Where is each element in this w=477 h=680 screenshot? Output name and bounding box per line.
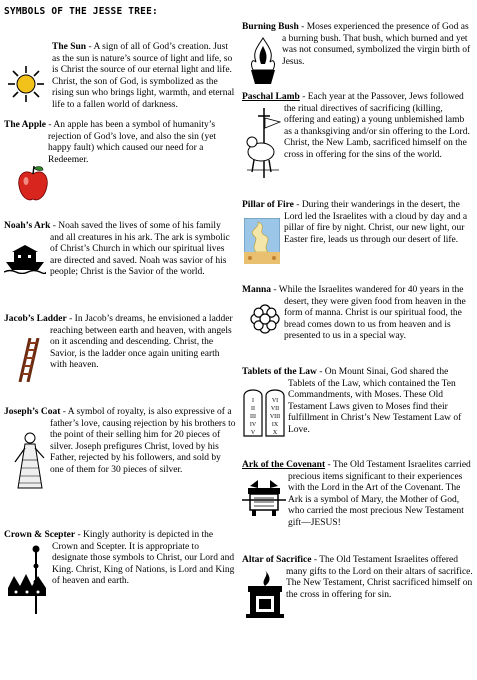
entry-name-bush: Burning Bush: [242, 22, 299, 32]
entry-name-apple: The Apple: [4, 120, 46, 130]
tablet-numeral: IX: [271, 422, 279, 428]
tablet-numeral: X: [272, 430, 278, 436]
entry-text-ladder: In Jacob’s dreams, he envisioned a ladder reaching between earth and heaven, with angels on it ascending and descending. Christ, the Savior, is the ladder once again uniting earth with heaven.: [50, 314, 233, 370]
entry-josephs-coat: Joseph’s Coat - A symbol of royalty, is also expressive of a father’s love, causing rejection by his brothers to the point of their selling him for 20 pieces of silver. Joseph prefigures Christ, loved by his Father, rejected by his followers, and sold by one of them for 30 pieces of silver.: [4, 407, 236, 475]
tablet-numeral: VI: [271, 398, 279, 404]
tablet-numeral: VII: [270, 406, 280, 412]
entry-name-sun: The Sun: [52, 42, 87, 52]
tablet-numeral: IV: [249, 422, 257, 428]
entry-tablets-of-the-law: Tablets of the Law - On Mount Sinai, God shared the Tablets of the Law, which contained the Ten Commandments, with Moses. These Old Testament Laws given to Moses find their fulfillment in Christ’s New Testament Law of Love.: [242, 367, 462, 435]
entry-pillar-of-fire: Pillar of Fire - During their wanderings in the desert, the Lord led the Israelites with a cloud by day and a pillar of fire by night. Christ, our new light, our Easter fire, leads us through our desert of life.: [242, 200, 468, 245]
tablet-numeral: V: [250, 430, 256, 436]
tablet-numeral: VIII: [269, 414, 281, 420]
sun-icon: [4, 56, 48, 112]
entry-altar-of-sacrifice: Altar of Sacrifice - The Old Testament Israelites offered many gifts to the Lord on their altars of sacrifice. The New Testament, Christ sacrificed himself on the cross in offering for sin.: [242, 555, 473, 600]
tablet-numeral: II: [251, 406, 255, 412]
entry-burning-bush: Burning Bush - Moses experienced the presence of God as a burning bush. That bush, which burned and yet was not consumed, symbolized the virgin birth of Jesus.: [242, 22, 471, 67]
tablet-numeral: I: [252, 398, 254, 404]
entry-text-covenant: The Old Testament Israelites carried precious items significant to their experiences with the Lord in the Art of the Covenant. The Ark is a symbol of Mary, the Mother of God, who carried the most precious New Testament gift—JESUS!: [288, 460, 471, 528]
entry-text-coat: A symbol of royalty, is also expressive of a father’s love, causing rejection by his brothers to the point of their selling him for 20 pieces of silver. Joseph prefigures Christ, loved by his Father, rejected by his followers, and sold by one of them for 30 pieces of silver.: [50, 407, 236, 475]
entry-text-apple: An apple has been a symbol of humanity’s rejection of God’s love, and also the sin (yet happy fault) which caused our need for a Redeemer.: [48, 120, 217, 165]
manna-icon: [250, 304, 280, 334]
entry-name-ladder: Jacob’s Ladder: [4, 314, 67, 324]
entry-name-pillar: Pillar of Fire: [242, 200, 294, 210]
entry-noahs-ark: Noah’s Ark - Noah saved the lives of some of his family and all creatures in his ark. The ark is symbolic of Christ’s Church in which our spiritual lives are directed and saved. Noah was savior of his people; Christ is the Savior of the world.: [4, 221, 230, 277]
entry-text-ark: Noah saved the lives of some of his family and all creatures in his ark. The ark is symbolic of Christ’s Church in which our spiritual lives are directed and saved. Noah was savior of his people; Christ is the Savior of the world.: [50, 221, 230, 277]
entry-name-coat: Joseph’s Coat: [4, 407, 61, 417]
crown-scepter-icon: [6, 544, 50, 616]
entry-text-tablets: On Mount Sinai, God shared the Tablets of the Law, which contained the Ten Commandments, with Moses. These Old Testament Laws given to Moses find their fulfillment in Christ’s New Testament Law of Love.: [288, 367, 462, 435]
entry-jacobs-ladder: Jacob’s Ladder - In Jacob’s dreams, he envisioned a ladder reaching between earth and heaven, with angels on it ascending and descending. Christ, the Savior, is the ladder once again uniting earth with heaven.: [4, 314, 233, 370]
ark-of-covenant-icon: [242, 476, 286, 520]
entry-text-lamb: Each year at the Passover, Jews followed the ritual directives of sacrificing (killing, offering and eating) a young unblemished lamb as a thanksgiving and/or sin offering to the Lord. Christ, the New Lamb, sacrificed himself on the cross in offering for the sins of the world.: [284, 92, 470, 160]
burning-bush-icon: [248, 36, 278, 86]
entry-name-lamb: Paschal Lamb: [242, 92, 300, 102]
tablets-icon: [242, 384, 286, 438]
page-title: SYMBOLS OF THE JESSE TREE:: [4, 6, 158, 17]
entry-apple: The Apple - An apple has been a symbol of humanity’s rejection of God’s love, and also the sin (yet happy fault) which caused our need for a Redeemer.: [4, 120, 217, 165]
entry-text-bush: Moses experienced the presence of God as a burning bush. That bush, which burned and yet was not consumed, symbolized the virgin birth of Jesus.: [282, 22, 471, 67]
ark-icon: [4, 240, 46, 274]
entry-text-crown: Kingly authority is depicted in the Crown and Scepter. It is appropriate to designate those symbols to Christ, our Lord and King. Christ, King of Nations, is Lord and King of heaven and earth.: [52, 530, 235, 586]
apple-icon: [16, 164, 50, 204]
entry-text-pillar: During their wanderings in the desert, the Lord led the Israelites with a cloud by day and a pillar of fire by night. Christ, our new light, our Easter fire, leads us through our desert of life.: [284, 200, 468, 245]
coat-icon: [12, 430, 46, 490]
entry-name-manna: Manna: [242, 285, 272, 295]
entry-text-altar: The Old Testament Israelites offered many gifts to the Lord on their altars of sacrifice. The New Testament, Christ sacrificed himself on the cross in offering for sin.: [286, 555, 473, 600]
entry-text-manna: While the Israelites wandered for 40 years in the desert, they were given food from heaven in the form of manna. Christ is our spiritual food, the bread comes down to us from heaven and is presented to us in a special way.: [278, 285, 466, 341]
entry-name-crown: Crown & Scepter: [4, 530, 76, 540]
tablet-numeral: III: [250, 414, 256, 420]
ladder-icon: [14, 338, 42, 382]
entry-text-sun: A sign of all of God’s creation. Just as the sun is nature’s source of light and life, so is Christ the source of our eternal light and life. Christ, the son of God, is symbolized as the rising sun who brings light, warmth, and eternal life to a fallen world of darkness.: [52, 42, 235, 110]
entry-ark-of-the-covenant: Ark of the Covenant - The Old Testament Israelites carried precious items significant to their experiences with the Lord in the Art of the Covenant. The Ark is a symbol of Mary, the Mother of God, who carried the most precious New Testament gift—JESUS!: [242, 460, 471, 528]
lamb-icon: [244, 108, 282, 178]
entry-paschal-lamb: Paschal Lamb - Each year at the Passover, Jews followed the ritual directives of sacrificing (killing, offering and eating) a young unblemished lamb as a thanksgiving and/or sin offering to the Lord. Christ, the New Lamb, sacrificed himself on the cross in offering for the sins of the world.: [242, 92, 470, 160]
entry-name-altar: Altar of Sacrifice: [242, 555, 312, 565]
sun-block: The Sun - A sign of all of God’s creation. Just as the sun is nature’s source of light and life, so is Christ the source of our eternal light and life. Christ, the son of God, is symbolized as the rising sun who brings light, warmth, and eternal life to a fallen world of darkness. The Apple - An apple has been a symbol of humanity’s rejection of God’s love, and also the sin (yet happy fault) which caused our need for a Redeemer.: [4, 42, 235, 165]
entry-name-covenant: Ark of the Covenant: [242, 460, 326, 470]
pillar-of-fire-icon: [244, 218, 280, 264]
left-column: [4, 0, 236, 586]
entry-manna: Manna - While the Israelites wandered for 40 years in the desert, they were given food from heaven in the form of manna. Christ is our spiritual food, the bread comes down to us from heaven and is presented to us in a special way.: [242, 285, 466, 341]
entry-name-tablets: Tablets of the Law: [242, 367, 317, 377]
entry-crown-scepter: Crown & Scepter - Kingly authority is depicted in the Crown and Scepter. It is appropriate to designate those symbols to Christ, our Lord and King. Christ, King of Nations, is Lord and King of heaven and earth.: [4, 530, 235, 586]
entry-name-ark: Noah’s Ark: [4, 221, 51, 231]
altar-icon: [246, 570, 284, 618]
